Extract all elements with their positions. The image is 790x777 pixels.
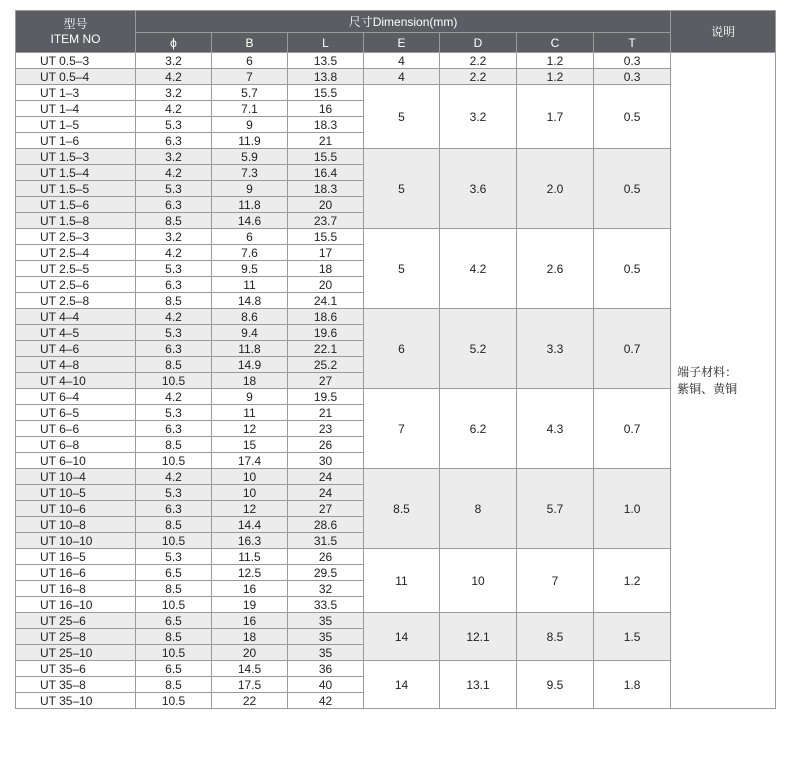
cell-b: 19 (212, 597, 288, 613)
cell-t: 0.5 (594, 229, 671, 309)
cell-b: 11.8 (212, 341, 288, 357)
cell-l: 31.5 (288, 533, 364, 549)
cell-l: 16 (288, 101, 364, 117)
cell-b: 11 (212, 277, 288, 293)
cell-b: 6 (212, 53, 288, 69)
header-dimension: 尺寸Dimension(mm) (136, 11, 671, 33)
cell-c: 1.2 (517, 53, 594, 69)
cell-phi: 6.3 (136, 421, 212, 437)
cell-b: 12 (212, 501, 288, 517)
cell-e: 14 (364, 613, 440, 661)
table-row (16, 53, 776, 69)
cell-item-no: UT 1–5 (16, 117, 136, 133)
cell-l: 36 (288, 661, 364, 677)
cell-b: 9 (212, 117, 288, 133)
cell-phi: 5.3 (136, 485, 212, 501)
cell-l: 32 (288, 581, 364, 597)
cell-phi: 4.2 (136, 309, 212, 325)
cell-phi: 8.5 (136, 357, 212, 373)
cell-t: 0.3 (594, 53, 671, 69)
cell-b: 14.5 (212, 661, 288, 677)
cell-item-no: UT 1–4 (16, 101, 136, 117)
cell-l: 27 (288, 373, 364, 389)
cell-l: 15.5 (288, 149, 364, 165)
cell-l: 30 (288, 453, 364, 469)
header-col-t: T (594, 33, 671, 53)
header-col-e: E (364, 33, 440, 53)
cell-l: 19.5 (288, 389, 364, 405)
cell-e: 5 (364, 149, 440, 229)
cell-item-no: UT 6–6 (16, 421, 136, 437)
cell-item-no: UT 4–8 (16, 357, 136, 373)
cell-item-no: UT 6–8 (16, 437, 136, 453)
cell-phi: 5.3 (136, 549, 212, 565)
cell-item-no: UT 0.5–3 (16, 53, 136, 69)
cell-phi: 8.5 (136, 629, 212, 645)
cell-l: 40 (288, 677, 364, 693)
cell-e: 5 (364, 229, 440, 309)
cell-l: 18.3 (288, 181, 364, 197)
cell-t: 1.0 (594, 469, 671, 549)
cell-t: 1.5 (594, 613, 671, 661)
cell-b: 17.5 (212, 677, 288, 693)
cell-phi: 5.3 (136, 261, 212, 277)
cell-b: 16.3 (212, 533, 288, 549)
cell-item-no: UT 2.5–3 (16, 229, 136, 245)
cell-b: 14.6 (212, 213, 288, 229)
cell-phi: 8.5 (136, 517, 212, 533)
cell-item-no: UT 2.5–4 (16, 245, 136, 261)
cell-l: 13.5 (288, 53, 364, 69)
cell-item-no: UT 16–5 (16, 549, 136, 565)
cell-l: 15.5 (288, 229, 364, 245)
cell-item-no: UT 35–10 (16, 693, 136, 709)
cell-phi: 5.3 (136, 405, 212, 421)
cell-e: 8.5 (364, 469, 440, 549)
cell-t: 1.8 (594, 661, 671, 709)
cell-l: 29.5 (288, 565, 364, 581)
spec-table (15, 10, 776, 709)
cell-item-no: UT 1–3 (16, 85, 136, 101)
header-note: 说明 (671, 11, 776, 53)
header-col-c: C (517, 33, 594, 53)
cell-item-no: UT 10–4 (16, 469, 136, 485)
cell-b: 15 (212, 437, 288, 453)
cell-b: 9 (212, 181, 288, 197)
cell-phi: 8.5 (136, 677, 212, 693)
cell-b: 9.5 (212, 261, 288, 277)
cell-item-no: UT 4–6 (16, 341, 136, 357)
table-row (16, 661, 776, 677)
cell-phi: 6.5 (136, 565, 212, 581)
cell-l: 35 (288, 645, 364, 661)
cell-phi: 4.2 (136, 245, 212, 261)
cell-b: 11.8 (212, 197, 288, 213)
cell-b: 11.5 (212, 549, 288, 565)
cell-c: 7 (517, 549, 594, 613)
cell-b: 16 (212, 581, 288, 597)
cell-phi: 3.2 (136, 229, 212, 245)
cell-item-no: UT 4–10 (16, 373, 136, 389)
table-row (16, 149, 776, 165)
cell-d: 6.2 (440, 389, 517, 469)
cell-l: 13.8 (288, 69, 364, 85)
cell-b: 5.7 (212, 85, 288, 101)
cell-item-no: UT 2.5–5 (16, 261, 136, 277)
cell-item-no: UT 35–6 (16, 661, 136, 677)
cell-c: 1.2 (517, 69, 594, 85)
cell-item-no: UT 25–6 (16, 613, 136, 629)
cell-b: 14.8 (212, 293, 288, 309)
cell-l: 18 (288, 261, 364, 277)
cell-phi: 8.5 (136, 581, 212, 597)
cell-item-no: UT 4–5 (16, 325, 136, 341)
cell-l: 24.1 (288, 293, 364, 309)
cell-e: 6 (364, 309, 440, 389)
cell-e: 14 (364, 661, 440, 709)
header-col-d: D (440, 33, 517, 53)
cell-l: 42 (288, 693, 364, 709)
table-row (16, 613, 776, 629)
cell-l: 26 (288, 437, 364, 453)
cell-phi: 6.3 (136, 501, 212, 517)
cell-c: 9.5 (517, 661, 594, 709)
cell-c: 3.3 (517, 309, 594, 389)
cell-d: 5.2 (440, 309, 517, 389)
cell-phi: 10.5 (136, 597, 212, 613)
cell-item-no: UT 1–6 (16, 133, 136, 149)
cell-phi: 10.5 (136, 373, 212, 389)
cell-d: 2.2 (440, 69, 517, 85)
cell-item-no: UT 1.5–8 (16, 213, 136, 229)
cell-b: 9 (212, 389, 288, 405)
cell-l: 16.4 (288, 165, 364, 181)
cell-item-no: UT 1.5–3 (16, 149, 136, 165)
cell-l: 26 (288, 549, 364, 565)
cell-d: 2.2 (440, 53, 517, 69)
cell-b: 10 (212, 469, 288, 485)
cell-l: 24 (288, 469, 364, 485)
cell-b: 22 (212, 693, 288, 709)
cell-l: 18.6 (288, 309, 364, 325)
cell-phi: 10.5 (136, 453, 212, 469)
cell-b: 16 (212, 613, 288, 629)
cell-phi: 6.3 (136, 197, 212, 213)
cell-c: 4.3 (517, 389, 594, 469)
cell-phi: 3.2 (136, 149, 212, 165)
cell-l: 24 (288, 485, 364, 501)
cell-d: 3.6 (440, 149, 517, 229)
cell-l: 25.2 (288, 357, 364, 373)
cell-b: 11.9 (212, 133, 288, 149)
cell-d: 12.1 (440, 613, 517, 661)
cell-e: 7 (364, 389, 440, 469)
cell-phi: 3.2 (136, 53, 212, 69)
cell-l: 35 (288, 629, 364, 645)
cell-d: 4.2 (440, 229, 517, 309)
cell-d: 8 (440, 469, 517, 549)
material-note (671, 53, 776, 709)
table-row (16, 69, 776, 85)
table-row (16, 469, 776, 485)
cell-item-no: UT 1.5–5 (16, 181, 136, 197)
cell-b: 12.5 (212, 565, 288, 581)
cell-item-no: UT 10–5 (16, 485, 136, 501)
table-row (16, 229, 776, 245)
cell-b: 11 (212, 405, 288, 421)
cell-item-no: UT 16–10 (16, 597, 136, 613)
cell-l: 20 (288, 197, 364, 213)
cell-b: 20 (212, 645, 288, 661)
cell-l: 27 (288, 501, 364, 517)
cell-phi: 4.2 (136, 389, 212, 405)
cell-phi: 10.5 (136, 533, 212, 549)
cell-b: 18 (212, 629, 288, 645)
cell-e: 5 (364, 85, 440, 149)
cell-b: 7.1 (212, 101, 288, 117)
cell-item-no: UT 1.5–4 (16, 165, 136, 181)
cell-l: 18.3 (288, 117, 364, 133)
cell-t: 0.3 (594, 69, 671, 85)
cell-t: 0.5 (594, 149, 671, 229)
cell-item-no: UT 6–10 (16, 453, 136, 469)
cell-phi: 6.5 (136, 661, 212, 677)
cell-l: 17 (288, 245, 364, 261)
cell-phi: 6.5 (136, 613, 212, 629)
cell-d: 13.1 (440, 661, 517, 709)
cell-b: 6 (212, 229, 288, 245)
cell-c: 5.7 (517, 469, 594, 549)
cell-b: 12 (212, 421, 288, 437)
cell-item-no: UT 10–8 (16, 517, 136, 533)
material-note-text: 端子材料： 紫铜、黄铜 (677, 364, 738, 396)
cell-l: 28.6 (288, 517, 364, 533)
cell-l: 20 (288, 277, 364, 293)
cell-phi: 10.5 (136, 645, 212, 661)
cell-phi: 10.5 (136, 693, 212, 709)
cell-t: 0.5 (594, 85, 671, 149)
cell-phi: 8.5 (136, 293, 212, 309)
cell-t: 0.7 (594, 309, 671, 389)
cell-d: 3.2 (440, 85, 517, 149)
table-row (16, 85, 776, 101)
cell-item-no: UT 16–8 (16, 581, 136, 597)
cell-item-no: UT 6–5 (16, 405, 136, 421)
cell-phi: 5.3 (136, 117, 212, 133)
cell-l: 21 (288, 405, 364, 421)
table-row (16, 309, 776, 325)
spec-table-body (16, 53, 776, 709)
cell-phi: 6.3 (136, 277, 212, 293)
cell-c: 2.6 (517, 229, 594, 309)
header-item-no-label: 型号 ITEM NO (50, 16, 101, 46)
cell-b: 7.3 (212, 165, 288, 181)
cell-b: 14.9 (212, 357, 288, 373)
cell-item-no: UT 6–4 (16, 389, 136, 405)
cell-item-no: UT 16–6 (16, 565, 136, 581)
cell-phi: 4.2 (136, 469, 212, 485)
cell-e: 4 (364, 69, 440, 85)
cell-b: 8.6 (212, 309, 288, 325)
cell-l: 19.6 (288, 325, 364, 341)
cell-item-no: UT 25–10 (16, 645, 136, 661)
cell-phi: 5.3 (136, 181, 212, 197)
cell-t: 1.2 (594, 549, 671, 613)
cell-item-no: UT 10–6 (16, 501, 136, 517)
cell-b: 7.6 (212, 245, 288, 261)
cell-item-no: UT 35–8 (16, 677, 136, 693)
table-row (16, 389, 776, 405)
cell-b: 10 (212, 485, 288, 501)
cell-item-no: UT 2.5–6 (16, 277, 136, 293)
cell-phi: 5.3 (136, 325, 212, 341)
cell-item-no: UT 1.5–6 (16, 197, 136, 213)
table-row (16, 549, 776, 565)
cell-phi: 6.3 (136, 133, 212, 149)
header-col-b: B (212, 33, 288, 53)
cell-c: 8.5 (517, 613, 594, 661)
header-col-phi: ϕ (136, 33, 212, 53)
cell-phi: 4.2 (136, 101, 212, 117)
cell-c: 2.0 (517, 149, 594, 229)
cell-b: 17.4 (212, 453, 288, 469)
cell-phi: 8.5 (136, 213, 212, 229)
cell-c: 1.7 (517, 85, 594, 149)
cell-b: 9.4 (212, 325, 288, 341)
cell-l: 35 (288, 613, 364, 629)
cell-e: 4 (364, 53, 440, 69)
cell-l: 23 (288, 421, 364, 437)
cell-l: 15.5 (288, 85, 364, 101)
cell-item-no: UT 10–10 (16, 533, 136, 549)
cell-b: 18 (212, 373, 288, 389)
cell-e: 11 (364, 549, 440, 613)
cell-phi: 4.2 (136, 165, 212, 181)
header-col-l: L (288, 33, 364, 53)
cell-t: 0.7 (594, 389, 671, 469)
cell-l: 33.5 (288, 597, 364, 613)
cell-phi: 6.3 (136, 341, 212, 357)
cell-phi: 4.2 (136, 69, 212, 85)
cell-b: 7 (212, 69, 288, 85)
cell-item-no: UT 0.5–4 (16, 69, 136, 85)
cell-phi: 3.2 (136, 85, 212, 101)
cell-d: 10 (440, 549, 517, 613)
cell-item-no: UT 4–4 (16, 309, 136, 325)
cell-l: 22.1 (288, 341, 364, 357)
cell-b: 14.4 (212, 517, 288, 533)
cell-l: 23.7 (288, 213, 364, 229)
cell-l: 21 (288, 133, 364, 149)
cell-phi: 8.5 (136, 437, 212, 453)
header-item-no (16, 11, 136, 53)
cell-item-no: UT 2.5–8 (16, 293, 136, 309)
cell-item-no: UT 25–8 (16, 629, 136, 645)
cell-b: 5.9 (212, 149, 288, 165)
